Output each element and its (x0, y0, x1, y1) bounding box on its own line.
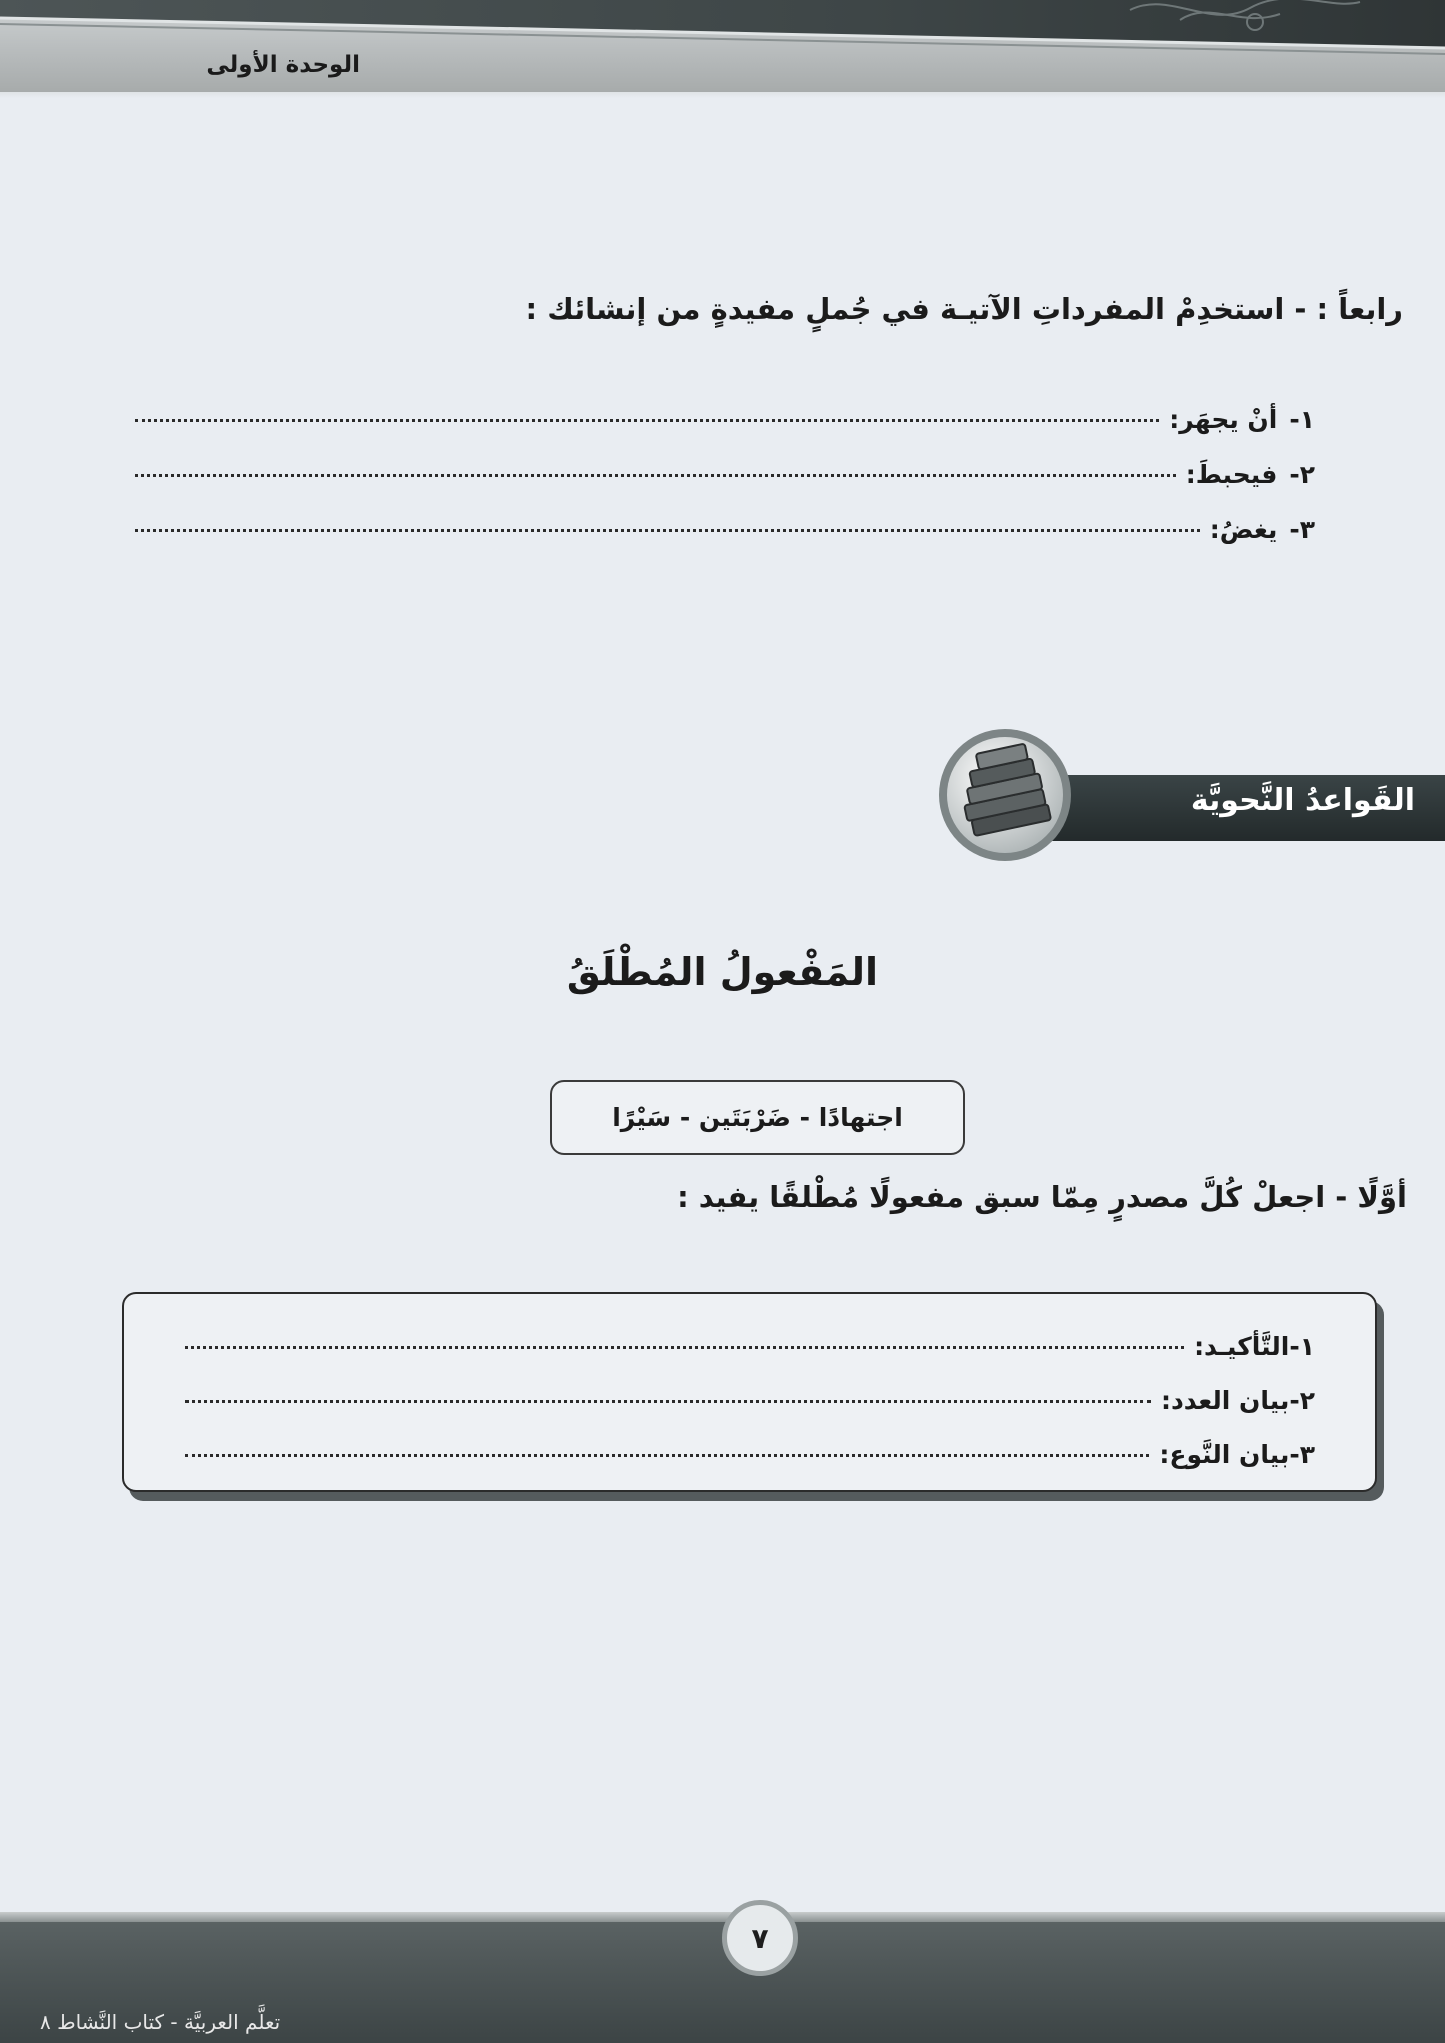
answer-line-1[interactable] (185, 1332, 1315, 1361)
item-number: ١- (1289, 1332, 1315, 1361)
item-word: بيان النَّوع: (1159, 1440, 1290, 1469)
answer-dots[interactable] (135, 528, 1200, 532)
lesson-title: المَفْعولُ المُطْلَقُ (566, 950, 879, 994)
answer-box (122, 1292, 1377, 1492)
item-number: ٢- (1289, 460, 1315, 489)
item-word: فيحبطَ: (1185, 460, 1278, 489)
unit-title: الوحدة الأولى (206, 52, 360, 78)
item-number: ٣- (1289, 515, 1315, 544)
book-title: تعلَّم العربيَّة - كتاب النَّشاط ٨ (40, 2010, 281, 2034)
answer-dots[interactable] (185, 1453, 1149, 1457)
exercise-4-title: رابعاً : - استخدِمْ المفرداتِ الآتيـة في جُملٍ مفيدةٍ من إنشائك : (525, 292, 1403, 326)
word-bank-box (550, 1080, 965, 1155)
item-number: ٢- (1289, 1386, 1315, 1415)
answer-dots[interactable] (135, 418, 1159, 422)
exercise-1-title: أوَّلًا - اجعلْ كُلَّ مصدرٍ مِمّا سبق مفعولًا مُطْلقًا يفيد : (677, 1180, 1407, 1214)
page-number-text: ٧ (751, 1921, 769, 1955)
item-word: بيان العدد: (1160, 1386, 1290, 1415)
top-banner-shade (0, 92, 1445, 98)
grammar-label: القَواعدُ النَّحويَّة (1190, 783, 1415, 818)
item-word: التَّأكيـد: (1194, 1332, 1290, 1361)
item-number: ٣- (1289, 1440, 1315, 1469)
exercise-4-line-2[interactable] (135, 460, 1315, 489)
books-icon (935, 725, 1075, 865)
word-bank-text: اجتهادًا - ضَرْبَتَين - سَيْرًا (612, 1103, 903, 1132)
exercise-4-line-3[interactable] (135, 515, 1315, 544)
item-word: يغضُ: (1209, 515, 1278, 544)
answer-line-2[interactable] (185, 1386, 1315, 1415)
item-word: أنْ يجهَر: (1169, 405, 1278, 434)
exercise-4-line-1[interactable] (135, 405, 1315, 434)
answer-line-3[interactable] (185, 1440, 1315, 1469)
answer-dots[interactable] (185, 1399, 1151, 1403)
answer-dots[interactable] (185, 1345, 1184, 1349)
page-number (722, 1900, 798, 1976)
answer-dots[interactable] (135, 473, 1176, 477)
item-number: ١- (1289, 405, 1315, 434)
